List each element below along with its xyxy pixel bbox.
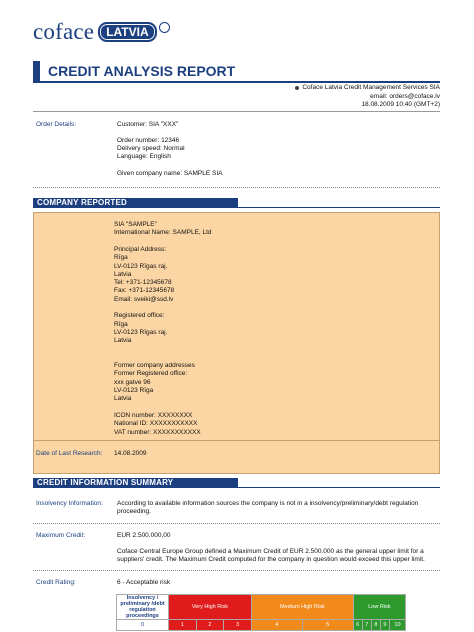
risk-score-1: 1 <box>169 620 197 631</box>
risk-score-5: 5 <box>302 620 353 631</box>
company-detail-line: Email: sveiki@ssd.lv <box>114 295 174 303</box>
company-detail-line: Former Registered office: <box>114 370 188 378</box>
risk-group-low: Low Risk <box>353 595 405 620</box>
risk-score-7: 7 <box>362 620 371 631</box>
risk-score-6: 6 <box>353 620 362 631</box>
risk-group-very-high: Very High Risk <box>169 595 252 620</box>
insolvency-line-1: According to available information sources the company is not in a insolvency/preliminary/debt regulation <box>117 500 419 507</box>
credit-rating-value: 6 - Acceptable risk <box>117 579 171 586</box>
credit-summary-heading: CREDIT INFORMATION SUMMARY <box>33 478 238 488</box>
risk-score-0: 0 <box>117 620 169 631</box>
risk-score-2: 2 <box>196 620 224 631</box>
max-credit-value: EUR 2.500.000,00 <box>117 532 171 539</box>
logo-wordmark: coface <box>33 19 95 44</box>
order-delivery-speed: Delivery speed: Normal <box>117 145 185 152</box>
report-title: CREDIT ANALYSIS REPORT <box>48 63 236 79</box>
company-detail-line: Registered office: <box>114 312 165 320</box>
contact-datetime: 18.08.2009 10:40 (GMT+2) <box>361 101 440 108</box>
max-credit-note-1: Coface Central Europe Group defined a Maximum Credit of EUR 2.500.000 as the general upper limit for a <box>117 548 424 555</box>
company-detail-line: Former company addresses <box>114 362 195 370</box>
company-detail-line: VAT number: XXXXXXXXXXX <box>114 428 201 436</box>
insolvency-label: Insolvency Information: <box>36 500 103 507</box>
company-detail-line: Latvia <box>114 395 132 403</box>
company-detail-line: Principal Address: <box>114 245 167 253</box>
contact-email: email: orders@coface.lv <box>370 93 440 100</box>
order-details-label: Order Details: <box>36 121 77 128</box>
divider <box>33 111 440 112</box>
company-detail-line: LV-0123 Rīgas raj. <box>114 262 168 270</box>
logo-seal-icon <box>159 22 170 33</box>
company-detail-line: Rīga <box>114 320 128 328</box>
section-rule <box>238 207 440 208</box>
company-detail-line: Latvia <box>114 337 132 345</box>
company-detail-line: xxx gatve 96 <box>114 378 151 386</box>
company-detail-line: Tel: +371-12345678 <box>114 279 172 287</box>
risk-scale-caption: Insolvency / preliminary /debt regulation proceedings <box>117 595 169 620</box>
company-detail-line: International Name: SAMPLE, Ltd <box>114 229 212 237</box>
coface-logo <box>33 19 170 45</box>
bullet-icon <box>295 86 299 90</box>
order-number: Order number: 12346 <box>117 137 180 144</box>
company-box <box>33 212 440 474</box>
company-reported-heading: COMPANY REPORTED <box>33 198 238 208</box>
contact-org <box>295 84 440 92</box>
company-detail-line: ICON number: XXXXXXXX <box>114 411 193 419</box>
last-research-label: Date of Last Research: <box>36 450 103 457</box>
credit-rating-label: Credit Rating: <box>36 579 76 586</box>
risk-scale-table <box>116 594 406 631</box>
company-detail-line: National ID: XXXXXXXXXXX <box>114 420 198 428</box>
risk-score-8: 8 <box>371 620 380 631</box>
company-detail-line: Fax: +371-12345678 <box>114 287 175 295</box>
insolvency-line-2: proceeding. <box>117 508 151 515</box>
company-detail-line: LV-0123 Rīga <box>114 387 154 394</box>
risk-score-4: 4 <box>251 620 302 631</box>
company-detail-line: Latvia <box>114 270 132 278</box>
divider <box>33 187 440 188</box>
max-credit-label: Maximum Credit: <box>36 532 86 539</box>
risk-group-medium-high: Medium High Risk <box>251 595 353 620</box>
order-given-name: Given company name: SAMPLE SIA <box>117 170 223 177</box>
divider <box>33 570 440 571</box>
risk-score-10: 10 <box>389 620 405 631</box>
risk-score-3: 3 <box>224 620 252 631</box>
contact-org-name: Coface Latvia Credit Management Services SIA <box>302 84 440 91</box>
max-credit-note-2: suppliers' credit. The Maximum Credit computed for the company in question would exceed this upper limit. <box>117 556 425 563</box>
divider <box>33 523 440 524</box>
company-detail-line: Rīga <box>114 254 128 262</box>
last-research-value: 14.08.2009 <box>114 450 147 457</box>
order-customer: Customer: SIA "XXX" <box>117 121 179 128</box>
company-detail-line: SIA "SAMPLE" <box>114 221 157 228</box>
logo-badge: LATVIA <box>98 22 156 42</box>
company-detail-line: LV-0123 Rīgas raj. <box>114 328 168 336</box>
report-title-bar <box>33 61 440 83</box>
risk-score-9: 9 <box>380 620 389 631</box>
contact-block <box>295 84 440 109</box>
order-language: Language: English <box>117 153 171 160</box>
divider <box>34 440 439 441</box>
section-rule <box>238 487 440 488</box>
